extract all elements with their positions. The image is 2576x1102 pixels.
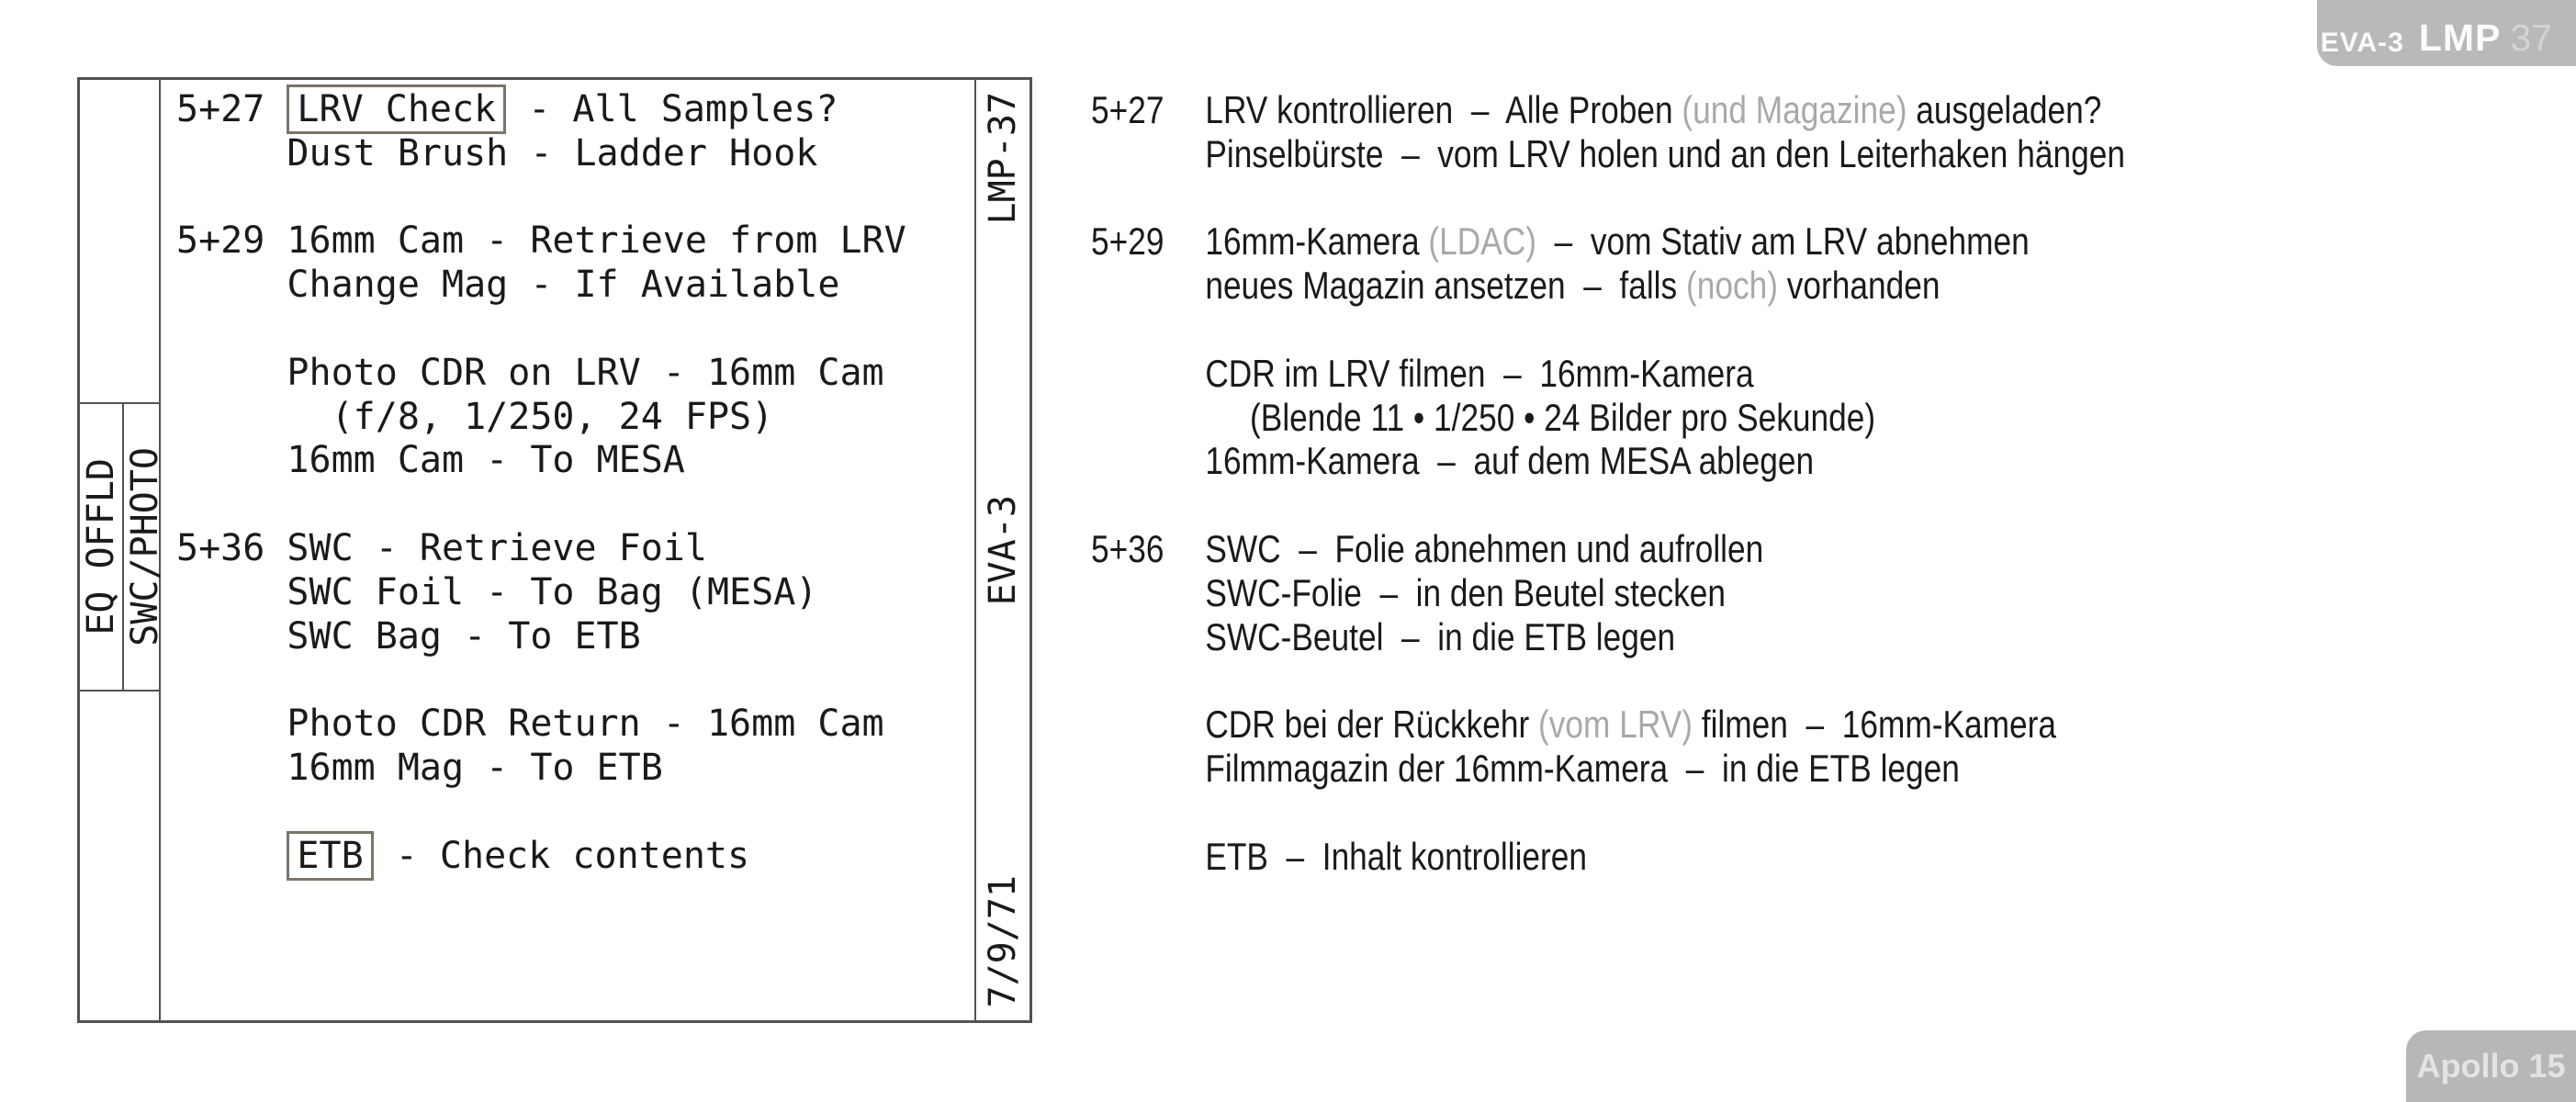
translation-row bbox=[1091, 615, 2294, 659]
translation-text: (Blende 11 • 1/250 • 24 Bilder pro Sekunde) bbox=[1250, 395, 1876, 439]
translation-note-gray: (noch) bbox=[1685, 264, 1778, 308]
checklist-line bbox=[176, 658, 973, 703]
translation-row bbox=[1091, 747, 2294, 791]
strip-label-page: LMP-37 bbox=[982, 92, 1024, 225]
translation-text: SWC-Folie – in den Beutel stecken bbox=[1205, 570, 1727, 614]
time-label: 5+36 bbox=[1091, 526, 1164, 570]
checklist-line bbox=[176, 439, 973, 483]
checklist-line bbox=[176, 132, 973, 176]
translation-row bbox=[1091, 176, 2294, 220]
checklist-text: SWC Foil - To Bag (MESA) bbox=[176, 570, 818, 613]
checklist-text: 5+29 16mm Cam - Retrieve from LRV bbox=[176, 219, 906, 263]
checklist-line bbox=[176, 352, 973, 396]
checklist-line bbox=[176, 615, 973, 659]
translation-text: ausgeladen? bbox=[1907, 88, 2102, 131]
translation-row bbox=[1091, 132, 2294, 176]
translation-rows bbox=[1091, 80, 2524, 878]
checklist-text: 5+36 SWC - Retrieve Foil bbox=[176, 526, 707, 569]
checklist-line bbox=[176, 527, 973, 571]
checklist-text: Photo CDR Return - 16mm Cam bbox=[176, 703, 884, 746]
checklist-box bbox=[77, 77, 1032, 1023]
checklist-text: 16mm Cam - To MESA bbox=[176, 439, 685, 482]
checklist-line bbox=[176, 483, 973, 527]
mission-badge-label: Apollo 15 bbox=[2416, 1047, 2566, 1085]
checklist-line bbox=[176, 88, 973, 132]
translation-row bbox=[1091, 658, 2294, 703]
time-label: 5+29 bbox=[1091, 219, 1164, 264]
translation-text: 16mm-Kamera – auf dem MESA ablegen bbox=[1205, 439, 1815, 483]
checklist-text: Dust Brush - Ladder Hook bbox=[176, 131, 818, 174]
checklist-text: SWC Bag - To ETB bbox=[176, 614, 641, 658]
strip-label-eva: EVA-3 bbox=[982, 494, 1024, 606]
translation-row bbox=[1091, 264, 2294, 308]
strip-label-date: 7/9/71 bbox=[982, 875, 1024, 1008]
checklist-strip bbox=[974, 80, 1029, 1020]
translation-text: SWC – Folie abnehmen und aufrollen bbox=[1205, 526, 1764, 570]
sidebar-col-swc-photo bbox=[122, 404, 166, 690]
translation-row bbox=[1091, 88, 2294, 132]
sidebar-label-swc-photo: SWC/PHOTO bbox=[124, 447, 166, 647]
checklist-line bbox=[176, 571, 973, 615]
translation-text: Filmmagazin der 16mm-Kamera – in die ETB legen bbox=[1205, 746, 1960, 790]
translation-text: CDR im LRV filmen – 16mm-Kamera bbox=[1205, 351, 1754, 395]
translation-note-gray: (und Magazine) bbox=[1682, 88, 1907, 131]
translation-row bbox=[1091, 791, 2294, 835]
checklist-line bbox=[176, 308, 973, 352]
checklist-sidebar bbox=[80, 80, 166, 1020]
translation-row bbox=[1091, 835, 2294, 879]
checklist-line bbox=[176, 219, 973, 264]
checklist-line bbox=[176, 703, 973, 747]
checklist-text: (f/8, 1/250, 24 FPS) bbox=[176, 395, 774, 438]
checklist-text: 5+27 bbox=[176, 88, 287, 130]
sidebar-col-eq-offld bbox=[80, 404, 122, 690]
translation-text: CDR bei der Rückkehr bbox=[1205, 703, 1539, 747]
sidebar-section-cell bbox=[80, 402, 166, 692]
translation-text: SWC-Beutel – in die ETB legen bbox=[1205, 614, 1676, 658]
checklist-text: - Check contents bbox=[373, 834, 750, 877]
translation-text: neues Magazin ansetzen – falls bbox=[1205, 264, 1686, 308]
time-label: 5+27 bbox=[1091, 88, 1164, 131]
checklist-line bbox=[176, 396, 973, 440]
translation-text: 16mm-Kamera bbox=[1205, 219, 1429, 264]
translation-row bbox=[1091, 219, 2294, 264]
translation-row bbox=[1091, 571, 2294, 615]
translation-note-gray: (vom LRV) bbox=[1538, 703, 1693, 747]
translation-row bbox=[1091, 439, 2294, 483]
sidebar-label-eq-offld: EQ OFFLD bbox=[80, 458, 122, 635]
translation-row bbox=[1091, 396, 2294, 440]
checklist-text: - All Samples? bbox=[506, 88, 838, 130]
translation-text: – vom Stativ am LRV abnehmen bbox=[1536, 219, 2030, 264]
checklist-line bbox=[176, 264, 973, 308]
checklist-text: Photo CDR on LRV - 16mm Cam bbox=[176, 351, 884, 394]
translation-row bbox=[1091, 308, 2294, 352]
checklist-line bbox=[176, 747, 973, 791]
boxed-term: LRV Check bbox=[287, 84, 506, 134]
translation-row bbox=[1091, 703, 2294, 747]
checklist-line bbox=[176, 791, 973, 835]
translation-row bbox=[1091, 527, 2294, 571]
badge-page-number: 37 bbox=[2510, 17, 2552, 59]
checklist-text: 16mm Mag - To ETB bbox=[176, 746, 663, 789]
translation-text: vorhanden bbox=[1777, 264, 1940, 308]
translation-text: Pinselbürste – vom LRV holen und an den Leiterhaken hängen bbox=[1205, 131, 2125, 175]
translation-text: ETB – Inhalt kontrollieren bbox=[1205, 834, 1588, 878]
badge-eva-label: EVA-3 bbox=[2320, 28, 2404, 58]
mission-badge bbox=[2406, 1030, 2576, 1102]
checklist-line bbox=[176, 176, 973, 220]
translation-row bbox=[1091, 483, 2294, 527]
checklist-text bbox=[176, 835, 287, 877]
checklist-line bbox=[176, 835, 973, 879]
translation-note-gray: (LDAC) bbox=[1428, 219, 1537, 264]
checklist-lines bbox=[161, 80, 973, 1020]
translation-text: filmen – 16mm-Kamera bbox=[1692, 703, 2057, 747]
badge-crew-label: LMP bbox=[2418, 17, 2502, 59]
boxed-term: ETB bbox=[287, 831, 373, 881]
translation-text: LRV kontrollieren – Alle Proben bbox=[1205, 88, 1682, 131]
page-badge-top bbox=[2317, 0, 2576, 66]
checklist-text: Change Mag - If Available bbox=[176, 264, 840, 307]
translation-row bbox=[1091, 352, 2294, 396]
